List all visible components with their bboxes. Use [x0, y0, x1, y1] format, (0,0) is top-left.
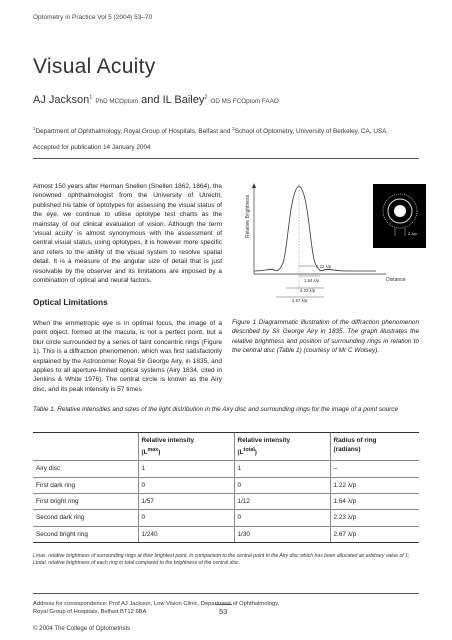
table-cell: First bright ring	[33, 493, 138, 509]
author-2-name: IL Bailey	[162, 94, 205, 106]
header-divider	[33, 158, 419, 159]
footer-divider	[33, 593, 419, 594]
author-line	[33, 94, 279, 106]
table-cell: 2.67 λ/p	[330, 526, 419, 542]
affiliation-1-marker: 1	[33, 126, 36, 131]
table-row	[33, 510, 419, 526]
figure-1	[236, 178, 428, 306]
accepted-date: Accepted for publication 14 January 2004	[33, 144, 151, 151]
header-1-sub: (L	[141, 448, 148, 456]
running-header: Optometry in Practice Vol 5 (2004) 53–70	[33, 14, 153, 21]
affiliation-1: Department of Ophthalmology, Royal Group of Hospitals, Belfast and	[35, 128, 233, 136]
table-header-row	[33, 433, 419, 461]
affiliation-2-marker: 2	[232, 126, 235, 131]
table-cell: –	[330, 461, 419, 477]
optical-limitations-paragraph: When the emmetropic eye is in optimal focus, the image of a point object, formed at the macula, is not a perfect point, but a blur circle surrounded by a series of faint concentric rings (Figure 1). This is a diffraction phenomenon, which was first satisfactorily explained by the Astronomer Royal Sir George Airy, in 1835, and applies to all aperture-limited optical systems (Airy 1834, cited in Jenkins & White 1976). The central circle is known as the Airy disc, and its peak intensity is 57 times	[33, 320, 222, 393]
copyright-notice: © 2004 The College of Optometrists	[33, 625, 131, 632]
airy-disc	[394, 205, 406, 217]
header-3-sub: (radians)	[333, 445, 361, 453]
page-number-rule	[215, 604, 232, 605]
table-cell: Second bright ring	[33, 526, 138, 542]
label-1-64: 1.64 λ/p	[304, 278, 320, 283]
author-2-degrees: OD MS FCOptom FAAO	[210, 98, 279, 105]
table-header-blank	[33, 433, 138, 461]
section-heading-optical-limitations: Optical Limitations	[33, 297, 108, 307]
table-cell: 1/57	[138, 493, 234, 509]
header-2-main: Relative intensity	[237, 437, 291, 444]
author-1-superscript: 1	[89, 94, 93, 101]
author-conjunction: and	[141, 94, 160, 106]
author-1-degrees: PhD MCOptom	[95, 98, 139, 105]
table-cell: 1.22 λ/p	[330, 477, 419, 493]
y-axis-arrow-icon	[252, 183, 256, 188]
header-3-main: Radius of ring	[333, 437, 377, 444]
table-cell: 0	[234, 510, 330, 526]
x-axis-label: Distance	[386, 277, 406, 283]
table-1	[33, 432, 419, 543]
header-2-sup: total	[243, 446, 255, 453]
table-cell: Airy disc	[33, 461, 138, 477]
header-1-sup: max	[147, 446, 159, 453]
table-row	[33, 493, 419, 509]
header-2-sub: (L	[237, 448, 244, 456]
table-cell: 0	[138, 477, 234, 493]
header-1-main: Relative intensity	[141, 437, 195, 444]
table-cell: 1/30	[234, 526, 330, 542]
affiliations	[33, 124, 428, 137]
label-1-22: 1.22 λ/p	[316, 264, 332, 269]
y-axis-label: Relative Brightness	[245, 194, 251, 238]
table-cell: 1.64 λ/p	[330, 493, 419, 509]
table-cell: Second dark ring	[33, 510, 138, 526]
table-header-radius	[330, 433, 419, 461]
table-cell: 0	[138, 510, 234, 526]
intensity-curve	[254, 186, 376, 271]
figure-1-caption: Figure 1 Diagrammatic illustration of the diffraction phenomenon described by Sir George Airy in 1835. The graph illustrates the relative brightness and position of surrounding rings in relation to the central disc (Table 1) (courtesy of Mr C Wolsey).	[232, 319, 419, 354]
table-1-caption: Table 1. Relative intensities and sizes of the light distribution in the Airy disc and surrounding rings for the image of a point source	[33, 406, 399, 413]
affiliation-2: School of Optometry, University of Berkeley, CA, USA	[234, 128, 387, 136]
correspondence-address: Address for correspondence: Prof AJ Jackson, Low Vision Clinic, Department of Ophthalmology, Royal Group of Hospitals, Belfast BT12 6BA	[33, 601, 280, 616]
table-header-intensity-total: Relative intensity $(L^{total})$	[234, 433, 330, 461]
airy-diagram	[236, 178, 428, 306]
author-1-name: AJ Jackson	[33, 94, 90, 106]
table-header-intensity-max: Relative intensity $(L^{max})$	[138, 433, 234, 461]
intro-paragraph: Almost 150 years after Herman Snellen (Snellen 1862, 1864), the renowned ophthalmologist from the University of Utrecht, published his table of optotypes for assessing the visual status of the eye, we continue to utilise optotype test charts as the mainstay of our clinical evaluation of vision. Although the term ‘visual acuity’ is almost synonymous with the assessment of central visual status, using optotypes, it is however more specific and refers to the ability of the visual system to resolve spatial detail. It is a measure of the angular size of detail that is just resolvable by the observer and its limitations are imposed by a combination of optical and neural factors.	[33, 183, 222, 285]
table-cell: 1	[138, 461, 234, 477]
label-2-67: 2.67 λ/p	[292, 298, 308, 303]
table-cell: 1/12	[234, 493, 330, 509]
table-cell: 1	[234, 461, 330, 477]
disc-size-label: 2 λ/p	[408, 231, 417, 236]
label-2-23: 2.23 λ/p	[300, 288, 316, 293]
table-row	[33, 477, 419, 493]
table-cell: First dark ring	[33, 477, 138, 493]
page-number: 53	[219, 607, 228, 616]
table-row	[33, 461, 419, 477]
table-footnote: Lmax, relative brightness of surrounding rings at their brightest point, in comparison to the central point in the Airy disc which has been allocated an arbitrary value of 1; Ltotal, relative brightness of each ring in total compared to the brightness of the central disc.	[33, 553, 410, 567]
table-cell: 2.23 λ/p	[330, 510, 419, 526]
table-row	[33, 526, 419, 542]
article-title: Visual Acuity	[33, 55, 156, 78]
table-cell: 1/240	[138, 526, 234, 542]
table-cell: 0	[234, 477, 330, 493]
author-2-superscript: 2	[204, 94, 208, 101]
